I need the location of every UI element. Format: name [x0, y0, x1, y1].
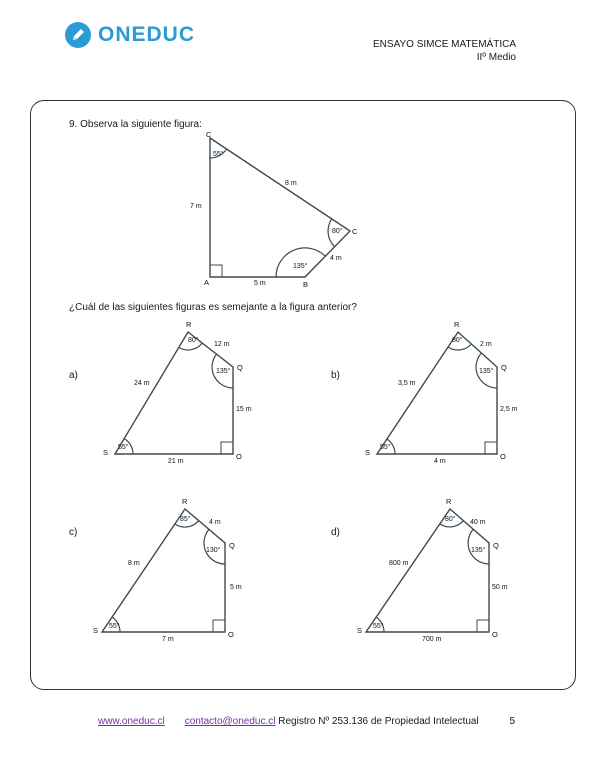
- option-c-angle-q: 130°: [206, 547, 221, 554]
- question-title: 9. Observa la siguiente figura:: [69, 119, 202, 130]
- oneduc-logo: [64, 20, 195, 50]
- option-a-figure[interactable]: [100, 315, 260, 470]
- option-b-right-angle: [485, 442, 497, 454]
- option-c-angle-s: 55°: [109, 623, 120, 630]
- option-d-vertex-r: R: [446, 497, 452, 506]
- exam-title: ENSAYO SIMCE MATEMÁTICA: [373, 39, 516, 50]
- side-label-cb: 4 m: [330, 255, 342, 262]
- option-a-side-qo: 15 m: [236, 406, 252, 413]
- grade-label: IIº Medio: [476, 52, 516, 63]
- option-d-vertex-o: O: [492, 630, 498, 639]
- option-b-vertex-o: O: [500, 452, 506, 461]
- option-b-angle-r: 80°: [452, 337, 463, 344]
- option-c-side-sr: 8 m: [128, 560, 140, 567]
- angle-label-b: 135°: [293, 263, 308, 270]
- option-a-vertex-o: O: [236, 452, 242, 461]
- option-b-vertex-s: S: [365, 448, 371, 457]
- option-d-letter[interactable]: d): [331, 527, 340, 538]
- option-a-vertex-r: R: [186, 320, 192, 329]
- option-d-quadrilateral: [366, 509, 489, 632]
- option-a-angle-s: 55°: [118, 444, 129, 451]
- option-c-letter[interactable]: c): [69, 527, 78, 538]
- option-b-vertex-q: Q: [501, 363, 507, 372]
- angle-label-c-right: 80°: [332, 228, 343, 235]
- option-a-vertex-q: Q: [237, 363, 243, 372]
- vertex-c-top: C: [206, 130, 212, 139]
- option-d-right-angle: [477, 620, 489, 632]
- option-d-figure[interactable]: [356, 493, 516, 648]
- option-a-letter[interactable]: a): [69, 370, 78, 381]
- vertex-a: A: [204, 278, 210, 287]
- option-d-angle-r: 80°: [445, 516, 456, 523]
- option-c-angle-r: 85°: [180, 516, 191, 523]
- option-b-letter[interactable]: b): [331, 370, 340, 381]
- footer-email-link[interactable]: contacto@oneduc.cl: [184, 716, 276, 727]
- option-b-side-qo: 2,5 m: [500, 406, 518, 413]
- option-b-side-so: 4 m: [434, 458, 446, 465]
- angle-label-c-top: 55°: [213, 151, 224, 158]
- option-d-vertex-s: S: [357, 626, 363, 635]
- option-b-figure[interactable]: [362, 315, 522, 470]
- footer-registry: Registro Nº 253.136 de Propiedad Intelectual: [278, 716, 479, 727]
- option-b-vertex-r: R: [454, 320, 460, 329]
- right-angle-a: [210, 265, 222, 277]
- option-a-vertex-s: S: [103, 448, 109, 457]
- option-d-angle-s: 55°: [373, 623, 384, 630]
- option-a-arc-r: [179, 343, 203, 350]
- option-a-angle-q: 135°: [216, 368, 231, 375]
- option-d-side-sr: 800 m: [389, 560, 409, 567]
- option-b-side-sr: 3,5 m: [398, 380, 416, 387]
- option-c-right-angle: [213, 620, 225, 632]
- option-a-side-rq: 12 m: [214, 341, 230, 348]
- oneduc-pencil-icon: [64, 21, 92, 49]
- option-c-vertex-o: O: [228, 630, 234, 639]
- option-b-arc-r: [448, 344, 471, 350]
- option-d-side-so: 700 m: [422, 636, 442, 643]
- vertex-c-right: C: [352, 227, 358, 236]
- option-a-side-so: 21 m: [168, 458, 184, 465]
- option-a-side-sr: 24 m: [134, 380, 150, 387]
- option-c-vertex-r: R: [182, 497, 188, 506]
- option-c-side-so: 7 m: [162, 636, 174, 643]
- option-d-side-rq: 40 m: [470, 519, 486, 526]
- option-a-right-angle: [221, 442, 233, 454]
- option-c-vertex-q: Q: [229, 541, 235, 550]
- question-prompt: ¿Cuál de las siguientes figuras es semejante a la figura anterior?: [69, 302, 357, 313]
- option-c-quadrilateral: [102, 509, 225, 632]
- page-footer: [98, 716, 515, 727]
- main-quadrilateral: [210, 138, 350, 277]
- option-b-angle-q: 135°: [479, 368, 494, 375]
- brand-name: ONEDUC: [98, 23, 196, 46]
- side-label-cc: 8 m: [285, 180, 297, 187]
- option-b-side-rq: 2 m: [480, 341, 492, 348]
- option-c-vertex-s: S: [93, 626, 99, 635]
- header-info: [373, 38, 516, 64]
- side-label-ca: 7 m: [190, 203, 202, 210]
- vertex-b: B: [303, 280, 309, 289]
- option-b-quadrilateral: [377, 332, 497, 454]
- option-a-quadrilateral: [115, 332, 233, 454]
- side-label-ab: 5 m: [254, 280, 266, 287]
- option-d-angle-q: 135°: [471, 547, 486, 554]
- main-figure: [185, 125, 375, 295]
- option-c-figure[interactable]: [92, 493, 252, 648]
- option-d-vertex-q: Q: [493, 541, 499, 550]
- option-d-side-qo: 50 m: [492, 584, 508, 591]
- option-a-angle-r: 80°: [188, 337, 199, 344]
- page-number: 5: [509, 716, 516, 727]
- footer-web-link[interactable]: www.oneduc.cl: [98, 716, 165, 727]
- option-b-angle-s: 55°: [380, 444, 391, 451]
- option-c-side-rq: 4 m: [209, 519, 221, 526]
- option-c-side-qo: 5 m: [230, 584, 242, 591]
